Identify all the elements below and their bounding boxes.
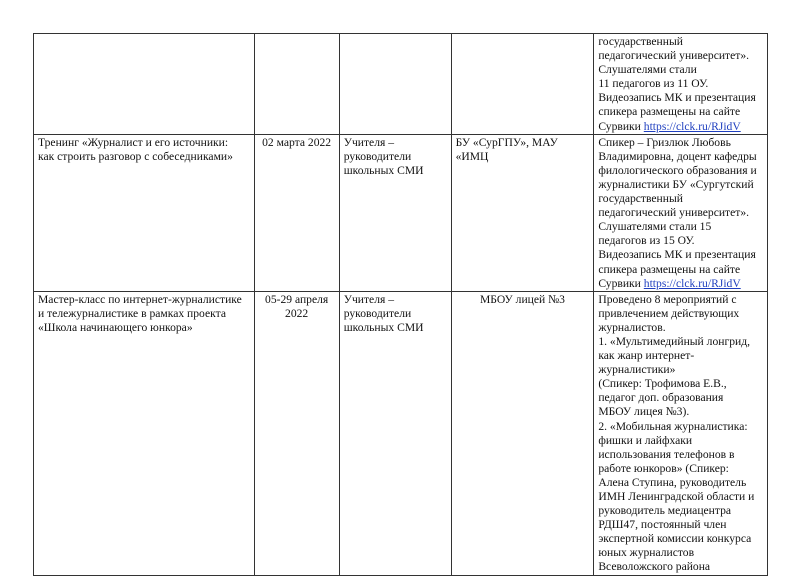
date-line: 05-29 апреля	[265, 292, 329, 306]
result-line: юных журналистов	[598, 546, 695, 560]
result-line: педагогический университет».	[598, 206, 750, 220]
result-line: 11 педагогов из 11 ОУ.	[598, 77, 709, 91]
date-cell	[254, 291, 339, 575]
date-cell	[254, 34, 339, 135]
audience-line: школьных СМИ	[343, 320, 424, 334]
date-cell	[254, 134, 339, 291]
table-row	[34, 134, 768, 291]
audience-line: руководители	[343, 306, 412, 320]
link-prefix: Сурвики	[598, 119, 644, 133]
audience-line: руководители	[343, 149, 412, 163]
organizer-text: МБОУ лицей №3	[479, 292, 565, 306]
result-line: использования телефонов в	[598, 447, 735, 461]
result-cell	[594, 134, 768, 291]
date-text: 02 марта 2022	[262, 135, 332, 149]
event-line: и тележурналистике в рамках проекта	[38, 306, 226, 320]
event-cell	[34, 134, 255, 291]
result-line: журналистов.	[598, 320, 666, 334]
table-row	[34, 291, 768, 575]
result-line: Слушателями стали 15	[598, 220, 712, 234]
result-line: фишки и лайфхаки	[598, 433, 693, 447]
result-line: (Спикер: Трофимова Е.В.,	[598, 377, 727, 391]
events-table	[33, 33, 768, 576]
organizer-line: БУ «СурГПУ», МАУ	[455, 135, 558, 149]
audience-line: Учителя –	[343, 135, 395, 149]
audience-cell	[339, 134, 451, 291]
organizer-cell	[451, 134, 594, 291]
result-line: ИМН Ленинградской области и	[598, 490, 755, 503]
result-line: Видеозапись МК и презентация	[598, 248, 756, 262]
audience-cell	[339, 291, 451, 575]
result-line: Владимировна, доцент кафедры	[598, 149, 757, 163]
result-line: спикера размещены на сайте	[598, 105, 741, 119]
date-line: 2022	[285, 306, 309, 320]
result-cell	[594, 291, 768, 575]
result-line: привлечением действующих	[598, 306, 740, 320]
result-line: работе юнкоров» (Спикер:	[598, 461, 729, 475]
event-cell	[34, 291, 255, 575]
result-line: государственный	[598, 35, 683, 48]
result-link-line	[598, 277, 763, 291]
result-line: экспертной комиссии конкурса	[598, 532, 752, 546]
result-line: журналистики»	[598, 363, 676, 377]
audience-line: Учителя –	[343, 292, 395, 306]
event-line: как строить разговор с собеседниками»	[38, 149, 233, 163]
result-line: как жанр интернет-	[598, 349, 695, 363]
organizer-cell	[451, 291, 594, 575]
organizer-cell	[451, 34, 594, 135]
event-cell	[34, 34, 255, 135]
survey-link[interactable]: https://clck.ru/RJidV	[643, 119, 741, 133]
event-line: Тренинг «Журналист и его источники:	[38, 135, 229, 149]
result-line: журналистики БУ «Сургутский	[598, 177, 754, 191]
event-line: «Школа начинающего юнкора»	[38, 320, 193, 334]
result-line: педагогический университет».	[598, 49, 750, 63]
audience-line: школьных СМИ	[343, 163, 424, 177]
result-line: руководитель медиацентра	[598, 504, 732, 518]
link-prefix: Сурвики	[598, 276, 644, 290]
result-line: 1. «Мультимедийный лонгрид,	[598, 334, 751, 348]
event-line: Мастер-класс по интернет-журналистике	[38, 292, 242, 306]
result-line: Видеозапись МК и презентация	[598, 91, 756, 105]
result-line: 2. «Мобильная журналистика:	[598, 419, 748, 433]
result-line: педагогов из 15 ОУ.	[598, 234, 695, 248]
result-line: РДШ47, постоянный член	[598, 518, 727, 532]
survey-link[interactable]: https://clck.ru/RJidV	[643, 276, 741, 290]
result-line: Алена Ступина, руководитель	[598, 475, 747, 489]
result-line: Слушателями стали	[598, 63, 697, 77]
audience-cell	[339, 34, 451, 135]
result-line: Спикер – Гризлюк Любовь	[598, 135, 731, 149]
result-line: Проведено 8 мероприятий с	[598, 292, 737, 306]
result-cell	[594, 34, 768, 135]
organizer-line: «ИМЦ	[455, 149, 489, 163]
result-line: педагог доп. образования	[598, 391, 724, 405]
result-line: государственный	[598, 192, 683, 206]
result-line: Всеволожского района	[598, 560, 711, 574]
result-line: филологического образования и	[598, 163, 757, 177]
table-row	[34, 34, 768, 135]
result-line: МБОУ лицея №3).	[598, 405, 690, 419]
result-line: спикера размещены на сайте	[598, 262, 741, 276]
result-link-line	[598, 120, 763, 134]
